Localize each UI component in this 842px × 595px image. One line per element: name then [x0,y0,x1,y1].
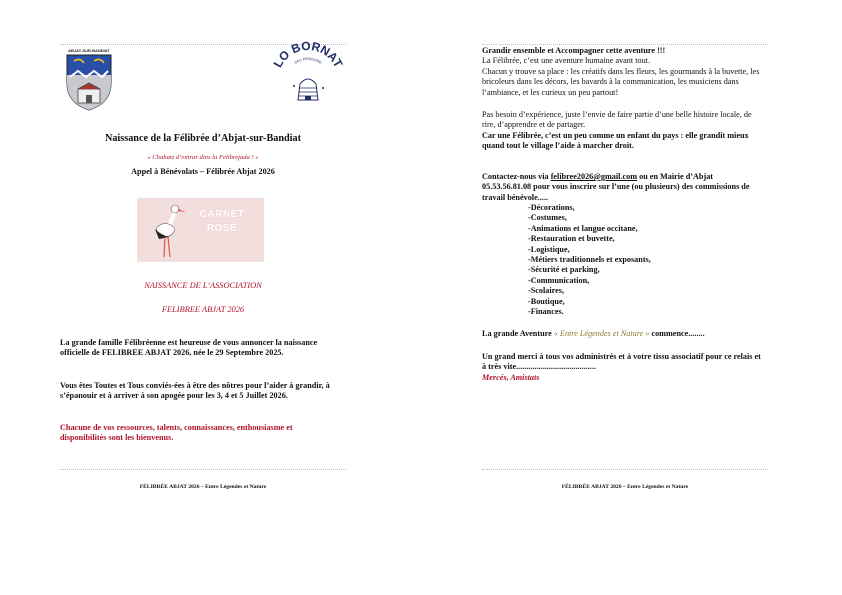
contact-email-link[interactable]: felibree2026@gmail.com [550,172,638,181]
carnet-line-1: CARNET [199,209,245,220]
page2-footer: FÉLIBRÉE ABJAT 2026 – Entre Légendes et Nature [561,484,689,490]
commission-item: -Communication, [528,275,590,285]
page1-paragraph-2: Vous êtes Toutes et Tous conviés-ées à être des nôtres pour l’aider à grandir, à s’épanouir et à arriver à son apogée pour les 3, 4 et 5 Juillet 2026. [60,381,330,401]
abjat-crest-logo [64,48,114,112]
commission-item: -Boutique, [528,296,565,306]
page1-motto: « Chabatz d’entrar dins la Felibrejada ! » [147,154,259,161]
page2-thanks: Un grand merci à tous vos administrés et à votre tissu associatif pour ce relais et à très vite....................................... [482,352,761,372]
page2-contact [482,172,758,203]
carnet-line-2: ROSE [206,223,238,234]
page2-paragraph-2: Pas besoin d’expérience, juste l’envie de faire partie d’une belle histoire locale, de rire, d’apprendre et de partager. [482,110,752,130]
commission-item: -Logistique, [528,244,570,254]
page2-bottom-rule [482,469,768,470]
crest-label: ABJAT-SUR-BANDIAT [68,48,110,53]
adventure-prefix: La grande Aventure [482,329,554,338]
page2-p1-line2: Chacun y trouve sa place : les créatifs dans les fleurs, les gourmands à la buvette, les bricoleurs dans les décors, les bavards à la communication, les musiciens dans l’ambiance, et les curieux un peu partout! [482,66,760,97]
adventure-quote: « Entre Légendes et Nature » [553,329,650,338]
page1-footer: FÉLIBRÉE ABJAT 2026 – Entre Légendes et Nature [139,484,267,490]
contact-rest: ou en Mairie d’Abjat 05.53.56.81.08 pour vous inscrire sur l’une (ou plusieurs) des commissions de travail bénévole..... [482,172,750,202]
page2-adventure-line [482,329,768,339]
stork-icon [145,201,187,259]
lo-bornat-logo [270,40,346,112]
logo-subtext: DAU PERIGORD [293,56,323,65]
page2-paragraph-3: Car une Félibrée, c’est un peu comme un enfant du pays : elle grandit mieux quand tout le village l’aide à marcher droit. [482,131,749,151]
page1-paragraph-1: La grande famille Félibréenne est heureuse de vous annoncer la naissance officielle de FELIBREE ABJAT 2026, née le 29 Septembre 2025. [60,338,318,358]
commission-item: -Restauration et buvette, [528,234,615,244]
page1-heading-1: NAISSANCE DE L’ASSOCIATION [144,281,262,290]
page2-heading: Grandir ensemble et Accompagner cette aventure !!! [482,46,666,55]
page1-heading-2: FELIBREE ABJAT 2026 [161,305,245,314]
page2-signoff: Mercés, Amistats [482,373,540,382]
commission-item: -Métiers traditionnels et exposants, [528,255,651,265]
svg-text:LO BORNAT [271,40,346,70]
coat-of-arms-icon [64,53,114,111]
page1-title: Naissance de la Félibrée d’Abjat-sur-Bandiat [104,133,301,144]
page2-top-rule [482,44,768,45]
logo-text: LO BORNAT [270,40,346,70]
commission-item: -Animations et langue occitane, [528,223,638,233]
adventure-suffix: commence........ [649,329,705,338]
commission-item: -Finances. [528,307,564,317]
carnet-rose-image [137,198,264,262]
commission-item: -Décorations, [528,203,575,212]
contact-prefix: Contactez-nous via [482,172,551,181]
page1-paragraph-3: Chacune de vos ressources, talents, connaissances, enthousiasme et disponibilités sont les bienvenus. [60,423,293,443]
commissions-list [528,203,748,317]
commission-item: -Sécurité et parking, [528,265,600,275]
commission-item: -Costumes, [528,213,567,223]
beehive-logo-icon [270,40,346,112]
page1-bottom-rule [60,469,346,470]
svg-text:DAU PERIGORD [294,57,323,65]
page1-subtitle: Appel à Bénévolats – Félibrée Abjat 2026 [131,167,275,176]
page2-p1-line1: La Félibrée, c’est une aventure humaine avant tout. [482,56,651,66]
page2-intro [482,46,768,98]
commission-item: -Scolaires, [528,286,565,296]
